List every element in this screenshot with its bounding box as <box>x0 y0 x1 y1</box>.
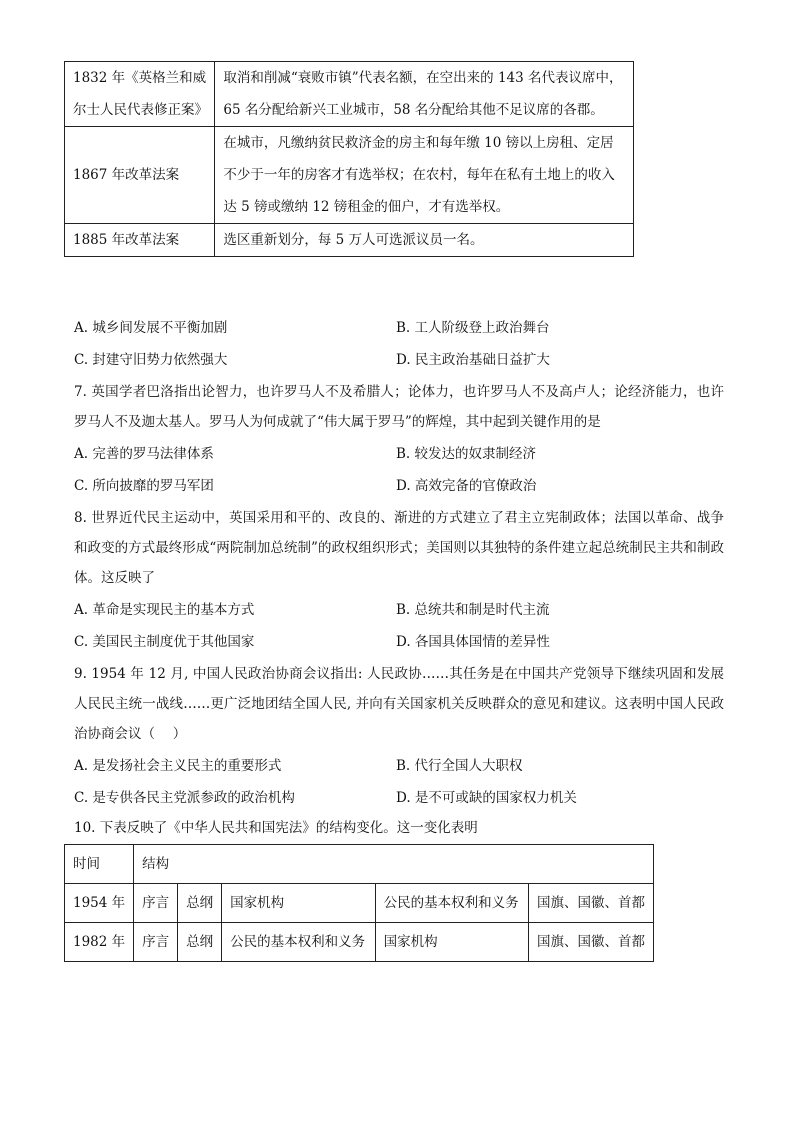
act-name-cell: 1867 年改革法案 <box>65 127 215 224</box>
q8-stem: 8. 世界近代民主运动中，英国采用和平的、改良的、渐进的方式建立了君主立宪制政体；法国以革命、战争和政变的方式最终形成“两院制加总统制”的政权组织形式；美国则以其独特的条件建立起总统制民主共和制政体。这反映了 <box>74 510 724 586</box>
constitution-structure-table <box>64 844 654 962</box>
q8-option-c: C. 美国民主制度优于其他国家 <box>74 634 255 650</box>
q8-option-b: B. 总统共和制是时代主流 <box>396 602 550 618</box>
table-header-row <box>65 845 654 884</box>
table-row <box>65 923 654 962</box>
table-row <box>65 62 634 127</box>
structure-cell: 国旗、国徽、首都 <box>529 923 654 962</box>
q8-option-a: A. 革命是实现民主的基本方式 <box>74 602 255 618</box>
year-cell: 1982 年 <box>65 923 134 962</box>
act-content-cell: 取消和削减“衰败市镇”代表名额，在空出来的 143 名代表议席中，65 名分配给新兴工业城市，58 名分配给其他不足议席的各郡。 <box>215 62 634 127</box>
q7-stem: 7. 英国学者巴洛指出论智力，也许罗马人不及希腊人；论体力，也许罗马人不及高卢人；论经济能力，也许罗马人不及迦太基人。罗马人为何成就了“伟大属于罗马”的辉煌，其中起到关键作用的是 <box>74 384 724 430</box>
act-content-cell: 选区重新划分，每 5 万人可选派议员一名。 <box>215 224 634 257</box>
q6-option-d: D. 民主政治基础日益扩大 <box>396 352 550 368</box>
q9-option-c: C. 是专供各民主党派参政的政治机构 <box>74 790 295 806</box>
structure-header: 结构 <box>134 845 654 884</box>
structure-cell: 公民的基本权利和义务 <box>375 884 528 923</box>
table-row <box>65 127 634 224</box>
table-row <box>65 224 634 257</box>
act-content-cell: 在城市，凡缴纳贫民救济金的房主和每年缴 10 镑以上房租、定居不少于一年的房客才有选举权；在农村，每年在私有土地上的收入达 5 镑或缴纳 12 镑租金的佃户，才有选举权。 <box>215 127 634 224</box>
year-cell: 1954 年 <box>65 884 134 923</box>
act-name-cell: 1832 年《英格兰和威尔士人民代表修正案》 <box>65 62 215 127</box>
structure-cell: 公民的基本权利和义务 <box>222 923 375 962</box>
q7-option-c: C. 所向披靡的罗马军团 <box>74 478 214 494</box>
table-row <box>65 884 654 923</box>
act-name-cell: 1885 年改革法案 <box>65 224 215 257</box>
structure-cell: 国家机构 <box>375 923 528 962</box>
structure-cell: 国家机构 <box>222 884 375 923</box>
q8-option-d: D. 各国具体国情的差异性 <box>396 634 550 650</box>
structure-cell: 序言 <box>134 884 178 923</box>
time-header: 时间 <box>65 845 134 884</box>
reform-acts-table <box>64 61 634 257</box>
q9-stem: 9. 1954 年 12 月, 中国人民政治协商会议指出: 人民政协……其任务是在中国共产党领导下继续巩固和发展人民民主统一战线……更广泛地团结全国人民, 并向有关国家机关反映群众的意见和建议。这表明中国人民政治协商会议（ ） <box>74 666 724 742</box>
q7-option-a: A. 完善的罗马法律体系 <box>74 446 214 462</box>
q9-option-b: B. 代行全国人大职权 <box>396 758 523 774</box>
q6-option-c: C. 封建守旧势力依然强大 <box>74 352 228 368</box>
structure-cell: 序言 <box>134 923 178 962</box>
q7-option-d: D. 高效完备的官僚政治 <box>396 478 537 494</box>
q9-option-a: A. 是发扬社会主义民主的重要形式 <box>74 758 282 774</box>
structure-cell: 国旗、国徽、首都 <box>529 884 654 923</box>
q6-option-b: B. 工人阶级登上政治舞台 <box>396 320 550 336</box>
q10-stem: 10. 下表反映了《中华人民共和国宪法》的结构变化。这一变化表明 <box>74 820 478 836</box>
q6-option-a: A. 城乡间发展不平衡加剧 <box>74 320 228 336</box>
structure-cell: 总纲 <box>178 923 222 962</box>
structure-cell: 总纲 <box>178 884 222 923</box>
q9-option-d: D. 是不可或缺的国家权力机关 <box>396 790 577 806</box>
q7-option-b: B. 较发达的奴隶制经济 <box>396 446 537 462</box>
